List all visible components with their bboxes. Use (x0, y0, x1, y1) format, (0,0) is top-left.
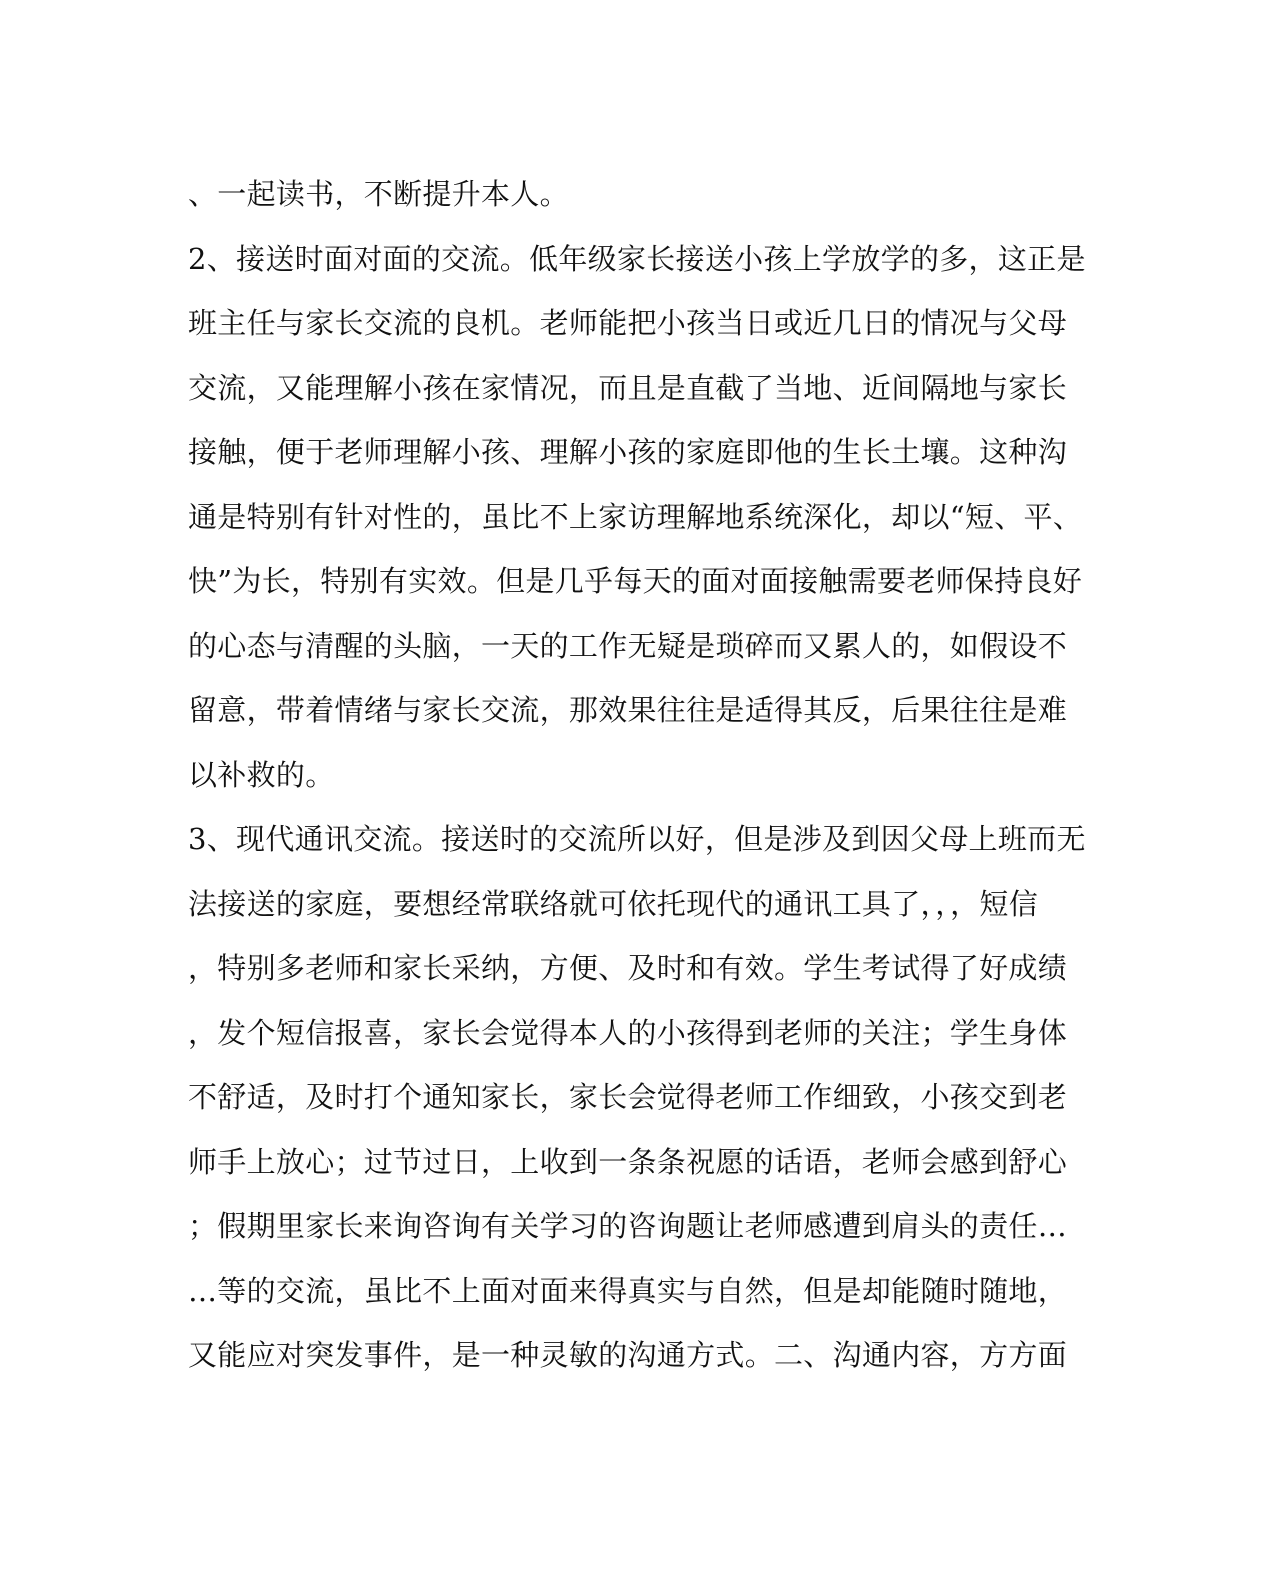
text-line: 班主任与家长交流的良机。老师能把小孩当日或近几日的情况与父母 (188, 306, 1068, 340)
text-line: 交流，又能理解小孩在家情况，而且是直截了当地、近间隔地与家长 (188, 370, 1068, 405)
text-line: 接触，便于老师理解小孩、理解小孩的家庭即他的生长土壤。这种沟 (188, 435, 1068, 469)
text-line: 3、现代通讯交流。接送时的交流所以好，但是涉及到因父母上班而无 (188, 822, 1086, 856)
text-line: 的心态与清醒的头脑，一天的工作无疑是琐碎而又累人的，如假设不 (188, 628, 1068, 663)
text-line: 师手上放心；过节过日，上收到一条条祝愿的话语，老师会感到舒心 (188, 1144, 1068, 1179)
text-line: 法接送的家庭，要想经常联络就可依托现代的通讯工具了，，，短信 (188, 886, 1039, 921)
text-line: 2、接送时面对面的交流。低年级家长接送小孩上学放学的多，这正是 (188, 241, 1086, 276)
body-text (188, 162, 1088, 1388)
text-line: 不舒适，及时打个通知家长，家长会觉得老师工作细致，小孩交到老 (188, 1080, 1068, 1114)
text-line: 又能应对突发事件，是一种灵敏的沟通方式。二、沟通内容，方方面 (188, 1338, 1068, 1372)
text-line: 、一起读书，不断提升本人。 (188, 177, 569, 211)
text-line: 快”为长，特别有实效。但是几乎每天的面对面接触需要老师保持良好 (188, 564, 1083, 598)
text-line: ，特别多老师和家长采纳，方便、及时和有效。学生考试得了好成绩 (188, 951, 1068, 985)
text-line: 留意，带着情绪与家长交流，那效果往往是适得其反，后果往往是难 (188, 693, 1068, 727)
text-line: ，发个短信报喜，家长会觉得本人的小孩得到老师的关注；学生身体 (188, 1015, 1068, 1050)
text-line: ；假期里家长来询咨询有关学习的咨询题让老师感遭到肩头的责任… (188, 1209, 1068, 1243)
text-line: 通是特别有针对性的，虽比不上家访理解地系统深化，却以“短、平、 (188, 499, 1083, 534)
text-line: 以补救的。 (188, 757, 335, 792)
text-line: …等的交流，虽比不上面对面来得真实与自然，但是却能随时随地， (188, 1273, 1068, 1308)
